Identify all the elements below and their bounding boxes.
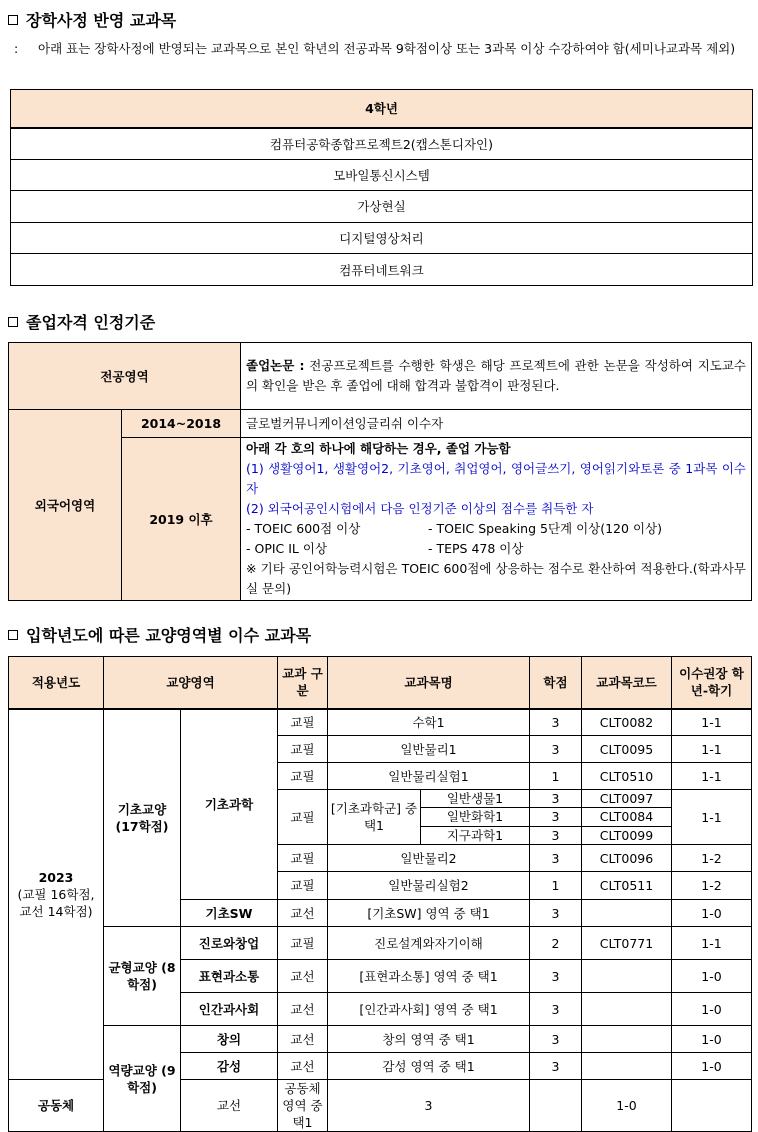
type-cell: 교선 bbox=[278, 993, 328, 1026]
area-competency: 역량교양 (9학점) bbox=[104, 1026, 181, 1132]
course-cell: 가상현실 bbox=[11, 191, 753, 223]
code-cell bbox=[530, 1080, 582, 1132]
section1-note: : 아래 표는 장학사정에 반영되는 교과목으로 본인 학년의 전공과목 9학점이상 또는 3과목 이상 수강하여야 함(세미나교과목 제외) bbox=[14, 41, 736, 56]
elective-code-cell: CLT0097 CLT0084 CLT0099 bbox=[582, 790, 672, 845]
credit-cell: 3 bbox=[530, 993, 582, 1026]
elective-credit-cell: 3 3 3 bbox=[530, 790, 582, 845]
square-bullet-icon bbox=[8, 630, 18, 640]
term-cell: 1-1 bbox=[672, 927, 752, 960]
course-name: 일반물리1 bbox=[328, 736, 530, 763]
term-cell: 1-0 bbox=[582, 1080, 672, 1132]
major-label: 전공영역 bbox=[9, 343, 241, 410]
type-cell: 교선 bbox=[278, 1026, 328, 1053]
course-name: 일반물리실험2 bbox=[328, 872, 530, 900]
course-name: [기초SW] 영역 중 택1 bbox=[328, 900, 530, 927]
code-cell: CLT0082 bbox=[582, 709, 672, 736]
area-creativity: 창의 bbox=[181, 1026, 278, 1053]
area-community: 공동체 bbox=[9, 1080, 104, 1132]
course-name: [표현과소통] 영역 중 택1 bbox=[328, 960, 530, 993]
term-cell: 1-0 bbox=[672, 960, 752, 993]
type-cell: 교필 bbox=[278, 763, 328, 790]
area-humanities: 인간과사회 bbox=[181, 993, 278, 1026]
area-balance: 균형교양 (8학점) bbox=[104, 927, 181, 1026]
area-career: 진로와창업 bbox=[181, 927, 278, 960]
type-cell: 교필 bbox=[278, 790, 328, 845]
area-basic-sw: 기초SW bbox=[181, 900, 278, 927]
foreign-label: 외국어영역 bbox=[9, 410, 122, 601]
header-name: 교과목명 bbox=[328, 657, 530, 709]
type-cell: 교필 bbox=[278, 709, 328, 736]
type-cell: 교필 bbox=[278, 736, 328, 763]
code-cell: CLT0096 bbox=[582, 845, 672, 872]
elective-item: 일반화학1 bbox=[421, 808, 529, 826]
area-basic: 기초교양 (17학점) bbox=[104, 709, 181, 927]
elective-group-label: [기초과학군] 중 택1 bbox=[328, 790, 421, 844]
code-cell bbox=[582, 960, 672, 993]
area-emotion: 감성 bbox=[181, 1053, 278, 1080]
square-bullet-icon bbox=[8, 317, 18, 327]
term-cell: 1-1 bbox=[672, 736, 752, 763]
credit-cell: 3 bbox=[530, 845, 582, 872]
foreign-criteria-2014: 글로벌커뮤니케이션잉글리쉬 이수자 bbox=[241, 410, 752, 438]
area-expression: 표현과소통 bbox=[181, 960, 278, 993]
period-2014: 2014~2018 bbox=[122, 410, 241, 438]
course-name: 수학1 bbox=[328, 709, 530, 736]
course-cell: 컴퓨터네트워크 bbox=[11, 254, 753, 286]
type-cell: 교필 bbox=[278, 845, 328, 872]
code-cell bbox=[582, 993, 672, 1026]
credit-cell: 3 bbox=[328, 1080, 530, 1132]
code-cell: CLT0510 bbox=[582, 763, 672, 790]
term-cell: 1-0 bbox=[672, 993, 752, 1026]
term-cell: 1-0 bbox=[672, 1053, 752, 1080]
scholarship-course-table bbox=[10, 89, 753, 286]
term-cell: 1-2 bbox=[672, 845, 752, 872]
header-term: 이수권장 학년-학기 bbox=[672, 657, 752, 709]
course-name: 창의 영역 중 택1 bbox=[328, 1026, 530, 1053]
type-cell: 교필 bbox=[278, 872, 328, 900]
credit-cell: 3 bbox=[530, 736, 582, 763]
graduation-criteria-table bbox=[8, 342, 752, 601]
year-cell: 2023 (교필 16학점, 교선 14학점) bbox=[9, 709, 104, 1080]
period-2019: 2019 이후 bbox=[122, 438, 241, 601]
credit-cell: 2 bbox=[530, 927, 582, 960]
section2-title: 졸업자격 인정기준 bbox=[8, 310, 155, 333]
term-cell: 1-1 bbox=[672, 763, 752, 790]
elective-item: 지구과학1 bbox=[446, 827, 504, 843]
credit-cell: 1 bbox=[530, 872, 582, 900]
term-cell: 1-1 bbox=[672, 709, 752, 736]
course-name: 진로설계와자기이해 bbox=[328, 927, 530, 960]
type-cell: 교선 bbox=[278, 1053, 328, 1080]
term-cell: 1-2 bbox=[672, 872, 752, 900]
term-cell: 1-0 bbox=[672, 900, 752, 927]
section3-title: 입학년도에 따른 교양영역별 이수 교과목 bbox=[8, 623, 311, 646]
term-cell: 1-0 bbox=[672, 1026, 752, 1053]
type-cell: 교선 bbox=[278, 960, 328, 993]
header-year: 적용년도 bbox=[9, 657, 104, 709]
course-cell: 모바일통신시스템 bbox=[11, 159, 753, 191]
elective-group-cell bbox=[328, 790, 530, 845]
square-bullet-icon bbox=[8, 15, 18, 25]
foreign-criteria-2019: 아래 각 호의 하나에 해당하는 경우, 졸업 가능함 (1) 생활영어1, 생활영어2, 기초영어, 취업영어, 영어글쓰기, 영어읽기와토론 중 1과목 이수자 (2) 외국어공인시험에서 다음 인정기준 이상의 점수를 취득한 자 - TOEIC 600점 이상 - TOEIC Speaking 5단계 이상(120 이상) - OPIC IL 이상 - TEPS 478 이상 ※ 기타 공인어학능력시험은 TOEIC 600점에 상응하는 점수로 환산하여 적용한다.(학과사무실 문의) bbox=[241, 438, 752, 601]
header-credit: 학점 bbox=[530, 657, 582, 709]
credit-cell: 3 bbox=[530, 709, 582, 736]
credit-cell: 3 bbox=[530, 1053, 582, 1080]
course-cell: 디지털영상처리 bbox=[11, 222, 753, 254]
course-name: 공동체 영역 중 택1 bbox=[278, 1080, 328, 1132]
header-area: 교양영역 bbox=[104, 657, 278, 709]
type-cell: 교선 bbox=[181, 1080, 278, 1132]
course-name: 일반물리2 bbox=[328, 845, 530, 872]
code-cell: CLT0771 bbox=[582, 927, 672, 960]
major-criteria: 졸업논문 : 전공프로젝트를 수행한 학생은 해당 프로젝트에 관한 논문을 작성하여 지도교수의 확인을 받은 후 졸업에 대해 합격과 불합격이 판정된다. bbox=[241, 343, 752, 410]
credit-cell: 3 bbox=[530, 960, 582, 993]
course-name: 감성 영역 중 택1 bbox=[328, 1053, 530, 1080]
grade-header: 4학년 bbox=[11, 90, 753, 128]
header-code: 교과목코드 bbox=[582, 657, 672, 709]
liberal-arts-table bbox=[8, 656, 752, 1132]
course-name: 일반물리실험1 bbox=[328, 763, 530, 790]
course-name: [인간과사회] 영역 중 택1 bbox=[328, 993, 530, 1026]
credit-cell: 1 bbox=[530, 763, 582, 790]
type-cell: 교필 bbox=[278, 927, 328, 960]
elective-item: 일반생물1 bbox=[421, 790, 529, 808]
term-cell: 1-1 bbox=[672, 790, 752, 845]
code-cell bbox=[582, 900, 672, 927]
area-basic-science: 기초과학 bbox=[181, 709, 278, 900]
header-type: 교과 구분 bbox=[278, 657, 328, 709]
course-cell: 컴퓨터공학종합프로젝트2(캡스톤디자인) bbox=[11, 128, 753, 160]
type-cell: 교선 bbox=[278, 900, 328, 927]
code-cell bbox=[582, 1026, 672, 1053]
credit-cell: 3 bbox=[530, 1026, 582, 1053]
credit-cell: 3 bbox=[530, 900, 582, 927]
code-cell: CLT0511 bbox=[582, 872, 672, 900]
section1-title: 장학사정 반영 교과목 bbox=[8, 8, 176, 31]
code-cell bbox=[582, 1053, 672, 1080]
code-cell: CLT0095 bbox=[582, 736, 672, 763]
